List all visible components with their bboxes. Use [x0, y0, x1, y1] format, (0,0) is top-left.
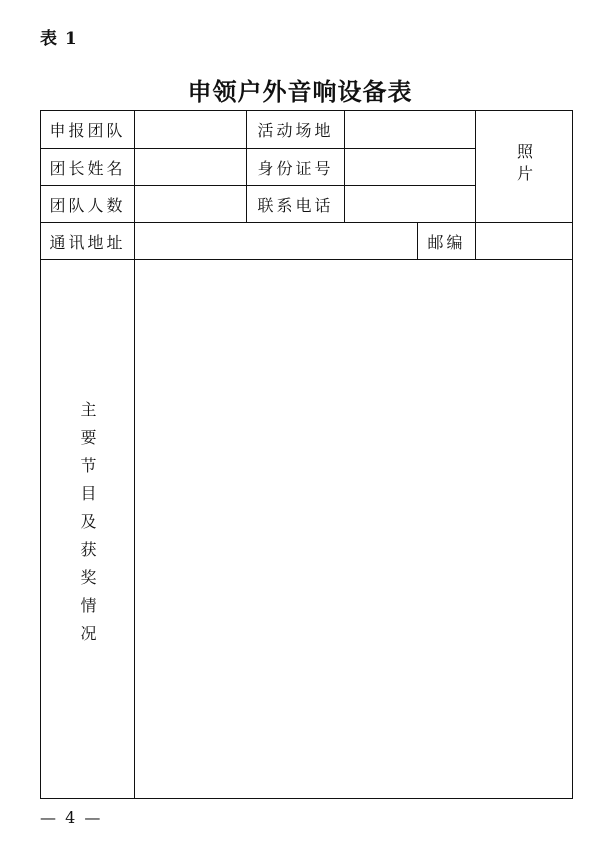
photo-box[interactable] — [476, 111, 573, 223]
member-count-field[interactable] — [135, 186, 247, 223]
id-number-field[interactable] — [345, 149, 476, 186]
address-field[interactable] — [135, 223, 418, 260]
postcode-label: 邮编 — [418, 223, 476, 260]
postcode-field[interactable] — [476, 223, 573, 260]
address-label: 通讯地址 — [41, 223, 135, 260]
phone-field[interactable] — [345, 186, 476, 223]
venue-label: 活动场地 — [247, 111, 345, 149]
id-number-label: 身份证号 — [247, 149, 345, 186]
page-number: — 4 — — [40, 808, 103, 827]
form-row-team — [41, 111, 573, 149]
programs-awards-label: 主要节目及获奖情况 — [78, 401, 97, 653]
page-title: 申领户外音响设备表 — [187, 77, 413, 106]
phone-label: 联系电话 — [247, 186, 345, 223]
team-name-field[interactable] — [135, 111, 247, 149]
member-count-label: 团队人数 — [41, 186, 135, 223]
table-number: 表 1 — [40, 29, 78, 49]
form-row-programs — [41, 260, 573, 799]
venue-field[interactable] — [345, 111, 476, 149]
team-name-label: 申报团队 — [41, 111, 135, 149]
application-form-table — [40, 110, 573, 799]
leader-name-field[interactable] — [135, 149, 247, 186]
programs-label-cell — [41, 260, 135, 799]
photo-label: 照片 — [514, 142, 534, 187]
programs-awards-field[interactable] — [135, 260, 573, 799]
form-row-address — [41, 223, 573, 260]
leader-name-label: 团长姓名 — [41, 149, 135, 186]
